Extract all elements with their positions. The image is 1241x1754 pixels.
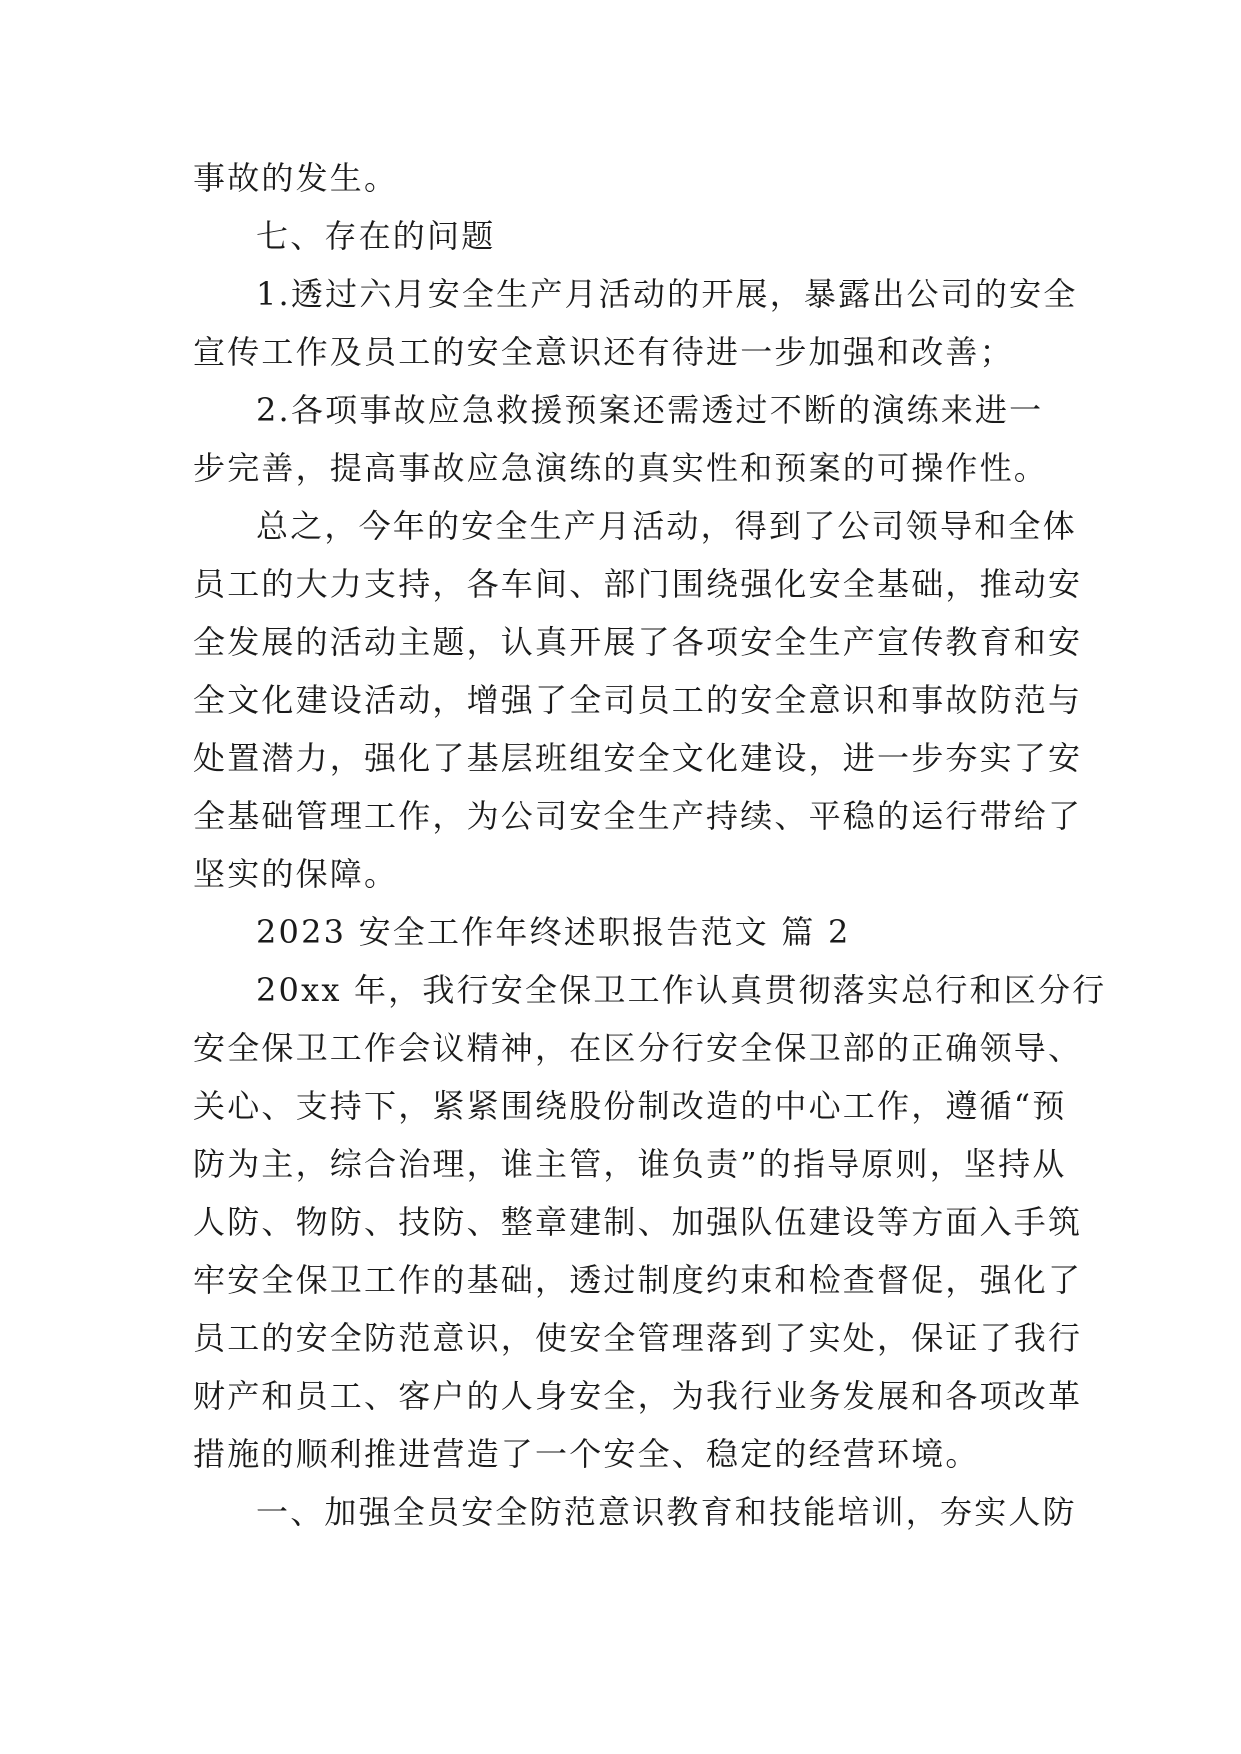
paragraph-intro: 20xx 年，我行安全保卫工作认真贯彻落实总行和区分行 (256, 971, 1107, 1009)
paragraph-summary-line: 全基础管理工作，为公司安全生产持续、平稳的运行带给了 (193, 797, 1083, 835)
paragraph-intro-line: 关心、支持下，紧紧围绕股份制改造的中心工作，遵循“预 (193, 1087, 1067, 1125)
paragraph-summary-line: 处置潜力，强化了基层班组安全文化建设，进一步夯实了安 (193, 739, 1083, 777)
text-line-continuation: 事故的发生。 (193, 159, 399, 197)
paragraph-summary-line: 全文化建设活动，增强了全司员工的安全意识和事故防范与 (193, 681, 1083, 719)
paragraph-intro-line: 牢安全保卫工作的基础，透过制度约束和检查督促，强化了 (193, 1261, 1083, 1299)
paragraph-intro-line: 财产和员工、客户的人身安全，为我行业务发展和各项改革 (193, 1377, 1083, 1415)
list-item-2: 2.各项事故应急救援预案还需透过不断的演练来进一 (256, 391, 1044, 429)
paragraph-summary-line: 坚实的保障。 (193, 855, 399, 893)
list-item-1-cont: 宣传工作及员工的安全意识还有待进一步加强和改善； (193, 333, 1014, 371)
article-title: 2023 安全工作年终述职报告范文 篇 2 (256, 913, 851, 951)
paragraph-intro-line: 措施的顺利推进营造了一个安全、稳定的经营环境。 (193, 1435, 980, 1473)
paragraph-intro-line: 安全保卫工作会议精神，在区分行安全保卫部的正确领导、 (193, 1029, 1083, 1067)
section-heading-1: 一、加强全员安全防范意识教育和技能培训，夯实人防 (256, 1493, 1077, 1531)
paragraph-summary: 总之，今年的安全生产月活动，得到了公司领导和全体 (256, 507, 1077, 545)
list-item-1: 1.透过六月安全生产月活动的开展，暴露出公司的安全 (256, 275, 1078, 313)
paragraph-summary-line: 全发展的活动主题，认真开展了各项安全生产宣传教育和安 (193, 623, 1083, 661)
paragraph-intro-line: 人防、物防、技防、整章建制、加强队伍建设等方面入手筑 (193, 1203, 1083, 1241)
section-heading: 七、存在的问题 (256, 217, 496, 255)
list-item-2-cont: 步完善，提高事故应急演练的真实性和预案的可操作性。 (193, 449, 1049, 487)
paragraph-summary-line: 员工的大力支持，各车间、部门围绕强化安全基础，推动安 (193, 565, 1083, 603)
paragraph-intro-line: 防为主，综合治理，谁主管，谁负责”的指导原则，坚持从 (193, 1145, 1067, 1183)
paragraph-intro-line: 员工的安全防范意识，使安全管理落到了实处，保证了我行 (193, 1319, 1083, 1357)
